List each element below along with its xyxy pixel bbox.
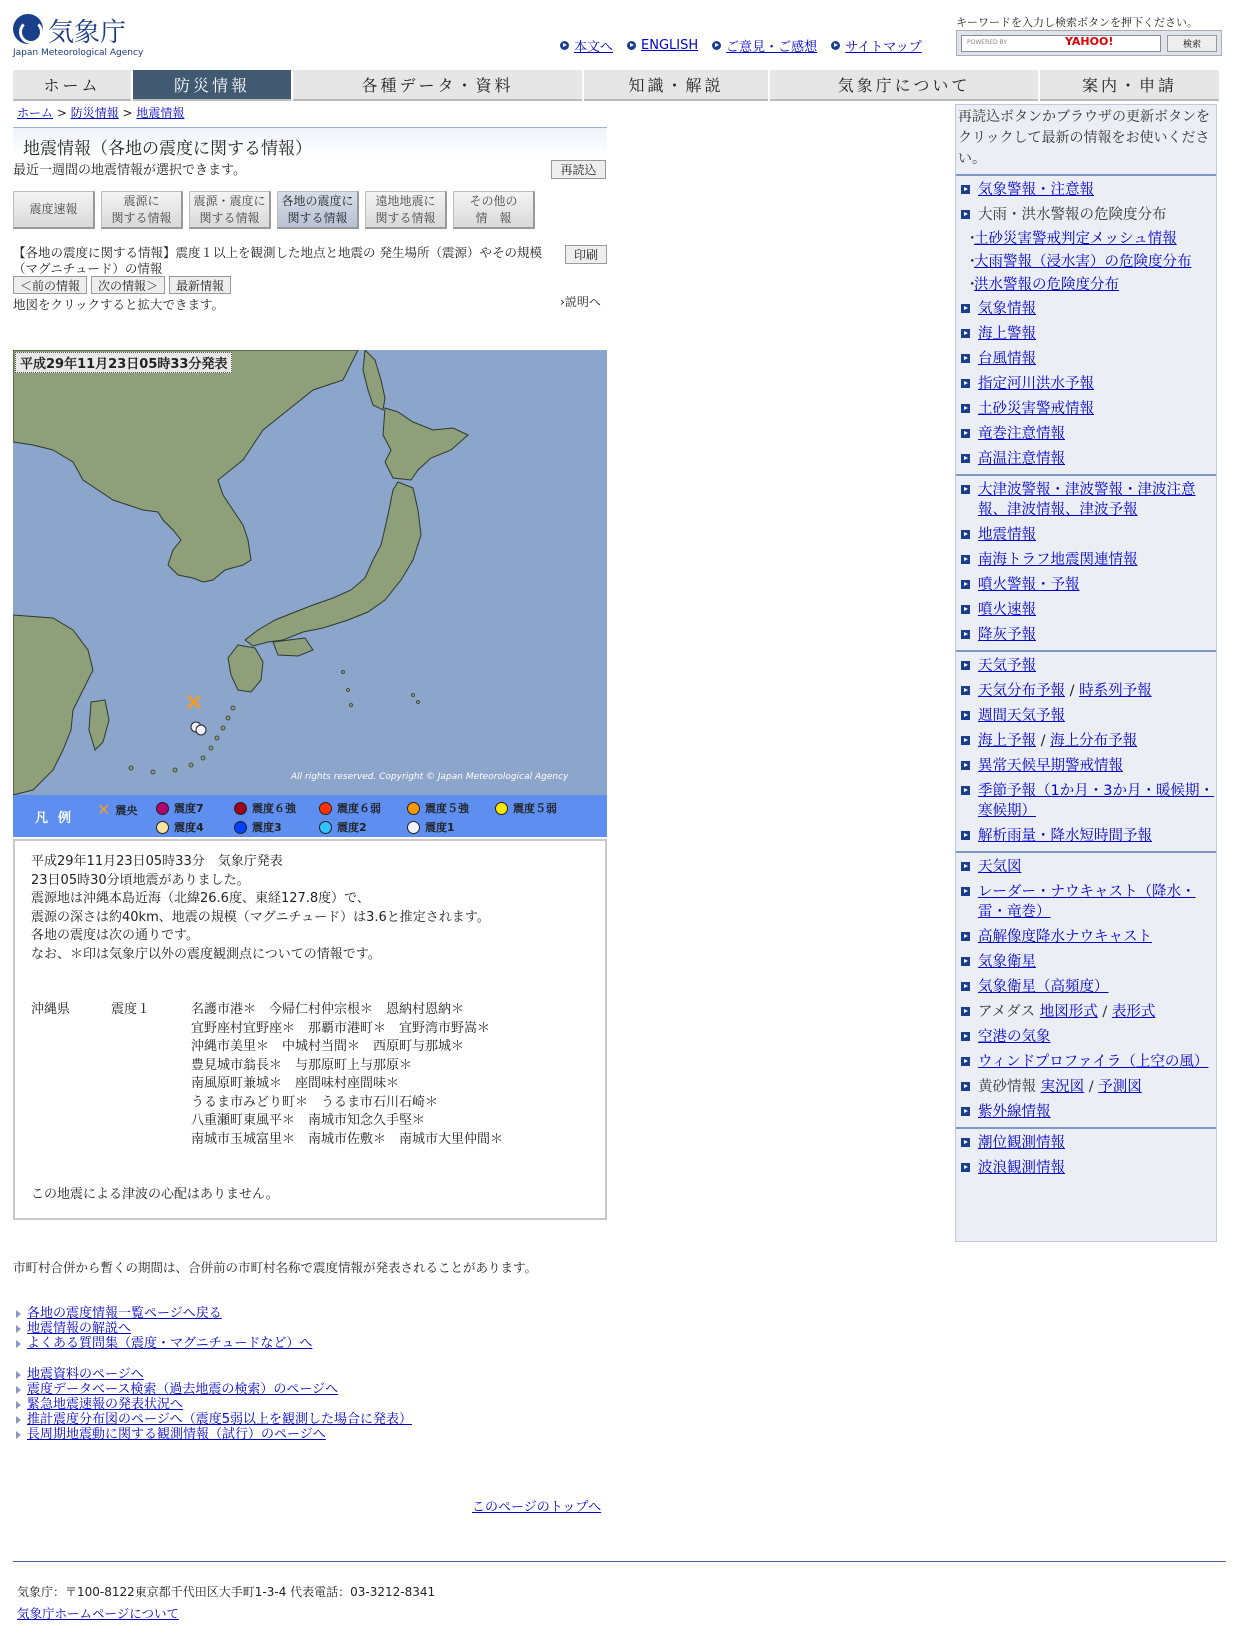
report-line: 震源地は沖縄本島近海（北緯26.6度、東経127.8度）で、 <box>31 891 370 906</box>
search-powered-by: POWERED BY <box>967 39 1008 46</box>
station-line: うるま市みどり町＊ うるま市石川石崎＊ <box>191 1094 439 1110</box>
station-line: 宜野座村宜野座＊ 那覇市港町＊ 宜野湾市野嵩＊ <box>191 1020 491 1036</box>
latest-info-button[interactable]: 最新情報 <box>169 276 231 294</box>
subtab-local-intensity[interactable]: 各地の震度に 関する情報 <box>277 191 359 229</box>
sidebar-section-ocean <box>956 1129 1216 1183</box>
epicenter-cross-icon: ✕ <box>97 800 111 819</box>
legend-epicenter: ✕ 震央 <box>97 800 138 819</box>
nav-tab-data[interactable]: 各種データ・資料 <box>293 70 582 101</box>
sidebar-item-volcano-warning[interactable]: 噴火警報・予報 <box>978 577 1080 593</box>
related-links-1 <box>16 1306 312 1351</box>
sidebar-label-amedas: アメダス <box>978 1004 1036 1020</box>
sidebar-item-earthquake[interactable]: 地震情報 <box>978 527 1036 543</box>
subtab-hypocenter-intensity[interactable]: 震源・震度に 関する情報 <box>189 191 271 229</box>
sidebar-item-rain-analysis[interactable]: 解析雨量・降水短時間予報 <box>978 828 1152 844</box>
intensity-dot-icon <box>234 821 247 834</box>
intensity-dot-icon <box>407 802 420 815</box>
sidebar-item-hires-nowcast[interactable]: 高解像度降水ナウキャスト <box>978 929 1152 945</box>
sidebar-item-satellite[interactable]: 気象衛星 <box>978 954 1036 970</box>
intensity-1-marker <box>196 725 206 735</box>
sidebar-item-weather-chart[interactable]: 天気図 <box>978 859 1022 875</box>
link-eq-explanation[interactable]: 地震情報の解説へ <box>27 1321 132 1336</box>
station-list <box>191 1001 503 1149</box>
sidebar-item-kosa-forecast[interactable]: 予測図 <box>1098 1079 1142 1095</box>
sidebar-item-weather-info[interactable]: 気象情報 <box>978 301 1036 317</box>
station-line: 名護市港＊ 今帰仁村仲宗根＊ 恩納村恩納＊ <box>191 1002 465 1017</box>
seismic-intensity-map[interactable] <box>13 350 607 837</box>
jma-logo[interactable] <box>13 12 143 62</box>
sidebar-item-marine-forecast[interactable]: 海上予報 <box>978 733 1036 749</box>
breadcrumb-earthquake[interactable]: 地震情報 <box>136 106 185 120</box>
breadcrumb-home[interactable]: ホーム <box>17 106 54 120</box>
link-eq-materials[interactable]: 地震資料のページへ <box>27 1367 144 1382</box>
report-line: 平成29年11月23日05時33分 気象庁発表 <box>31 854 283 869</box>
sidebar-item-amedas-map[interactable]: 地図形式 <box>1039 1004 1098 1020</box>
legend-title: 凡例 <box>35 811 82 826</box>
prev-info-button[interactable]: ＜前の情報 <box>13 276 87 294</box>
breadcrumb: ホーム > 防災情報 > 地震情報 <box>17 106 185 120</box>
logo-text-en: Japan Meteorological Agency <box>13 48 144 58</box>
sidebar-item-seasonal[interactable]: 季節予報（1か月・3か月・暖候期・寒候期） <box>978 783 1214 819</box>
station-line: 豊見城市翁長＊ 与那原町上与那原＊ <box>191 1057 413 1073</box>
merger-footnote: 市町村合併から暫くの期間は、合併前の市町村名称で震度情報が発表されることがあります。 <box>13 1260 538 1275</box>
sidebar-item-dist-forecast[interactable]: 天気分布予報 <box>978 683 1065 699</box>
sidebar-note: 再読込ボタンかブラウザの更新ボタンをクリックして最新の情報をお使いください。 <box>956 105 1216 176</box>
yahoo-logo: YAHOO! <box>1065 35 1114 48</box>
sidebar-item-tornado[interactable]: 竜巻注意情報 <box>978 426 1065 442</box>
nav-tab-home[interactable]: ホーム <box>13 70 131 101</box>
link-long-period[interactable]: 長周期地震動に関する観測情報（試行）のページへ <box>27 1427 326 1442</box>
footer-divider <box>13 1561 1226 1562</box>
intensity-dot-icon <box>156 802 169 815</box>
epicenter-marker <box>188 696 200 708</box>
link-intensity-list[interactable]: 各地の震度情報一覧ページへ戻る <box>27 1306 222 1321</box>
sidebar-item-weekly[interactable]: 週間天気予報 <box>978 708 1065 724</box>
print-button[interactable]: 印刷 <box>565 245 607 264</box>
report-line: なお、＊印は気象庁以外の震度観測点についての情報です。 <box>31 946 381 962</box>
link-english[interactable]: ENGLISH <box>641 38 699 53</box>
explain-link[interactable]: ›説明へ <box>560 295 601 309</box>
sidebar-section-quake <box>956 476 1216 652</box>
station-line: 沖縄市美里＊ 中城村当間＊ 西原町与那城＊ <box>191 1039 465 1054</box>
nav-tab-knowledge[interactable]: 知識・解説 <box>584 70 768 101</box>
intensity-dot-icon <box>495 802 508 815</box>
intensity-table <box>31 1001 589 1149</box>
sidebar-item-radar[interactable]: レーダー・ナウキャスト（降水・雷・竜巻） <box>978 884 1196 920</box>
arrow-bullet-icon <box>560 41 569 50</box>
intensity-dot-icon <box>156 821 169 834</box>
subtab-hypocenter[interactable]: 震源に 関する情報 <box>101 191 183 229</box>
jma-logo-icon <box>13 14 43 44</box>
legend-intensity-6minus: 震度６弱 <box>319 800 381 816</box>
link-feedback[interactable]: ご意見・ご感想 <box>726 40 818 55</box>
earthquake-report <box>13 839 607 1220</box>
related-links-2 <box>16 1367 412 1442</box>
sidebar-item-kosa-now[interactable]: 実況図 <box>1040 1079 1085 1095</box>
report-line: 震源の深さは約40km、地震の規模（マグニチュード）は3.6と推定されます。 <box>31 909 490 925</box>
info-subtabs <box>13 191 535 229</box>
report-line: 23日05時30分頃地震がありました。 <box>31 872 250 888</box>
global-nav <box>13 70 1221 101</box>
subtab-other[interactable]: その他の 情 報 <box>453 191 535 229</box>
footer-address: 気象庁：〒100-8122東京都千代田区大手町1-3-4 代表電話：03-3212-8341 <box>17 1585 436 1599</box>
legend-intensity-3: 震度3 <box>234 819 282 835</box>
intensity-dot-icon <box>319 802 332 815</box>
page-title: 地震情報（各地の震度に関する情報） <box>13 127 607 157</box>
sidebar-item-marine-dist[interactable]: 海上分布予報 <box>1050 733 1138 749</box>
page-description: 最近一週間の地震情報が選択できます。 <box>13 163 246 178</box>
search-area <box>956 14 1222 56</box>
station-line: 南城市玉城富里＊ 南城市佐敷＊ 南城市大里仲間＊ <box>191 1131 504 1147</box>
sidebar-sub-landslide-mesh[interactable]: 土砂災害警戒判定メッシュ情報 <box>974 231 1177 247</box>
search-button[interactable]: 検索 <box>1167 35 1217 52</box>
intensity-dot-icon <box>319 821 332 834</box>
map-copyright: All rights reserved. Copyright © Japan Meteorological Agency <box>291 772 569 782</box>
sidebar-label-kosa: 黄砂情報 <box>978 1079 1036 1095</box>
sidebar-sub-inundation-risk[interactable]: 大雨警報（浸水害）の危険度分布 <box>974 254 1192 270</box>
subtab-intensity-flash[interactable]: 震度速報 <box>13 191 95 229</box>
sidebar-item-nankai[interactable]: 南海トラフ地震関連情報 <box>978 552 1138 568</box>
info-description: 【各地の震度に関する情報】震度１以上を観測した地点と地震の 発生場所（震源）やその規模（マグニチュード）の情報 <box>13 245 542 276</box>
sidebar-sub-flood-risk[interactable]: 洪水警報の危険度分布 <box>974 277 1119 293</box>
legend-intensity-2: 震度2 <box>319 819 367 835</box>
station-line: 南風原町兼城＊ 座間味村座間味＊ <box>191 1076 400 1091</box>
nav-tab-about[interactable]: 気象庁について <box>770 70 1038 101</box>
intensity-dot-icon <box>234 802 247 815</box>
legend-intensity-6plus: 震度６強 <box>234 800 296 816</box>
arrow-bullet-icon <box>627 41 636 50</box>
link-estimated-intensity[interactable]: 推計震度分布図のページへ（震度5弱以上を観測した場合に発表） <box>27 1412 413 1427</box>
sidebar-item-wave[interactable]: 波浪観測情報 <box>978 1160 1065 1176</box>
sidebar-item-amedas-table[interactable]: 表形式 <box>1111 1004 1156 1020</box>
report-line: 各地の震度は次の通りです。 <box>31 928 199 943</box>
japan-map-graphic <box>13 350 607 795</box>
sidebar-section-observation: 天気図 レーダー・ナウキャスト（降水・雷・竜巻） 高解像度降水ナウキャスト 気象衛星 気象衛星（高頻度） アメダス 地図形式 / 表形式 空港の気象 ウィンドプロファイラ（上空の風） 黄砂情報 実況図 / 予測図 紫外線情報 <box>956 853 1216 1129</box>
sidebar-item-landslide-alert[interactable]: 土砂災害警戒情報 <box>978 401 1094 417</box>
sidebar-section-warnings <box>956 176 1216 476</box>
sidebar-item-risk-distribution: 大雨・洪水警報の危険度分布 <box>956 203 1216 228</box>
breadcrumb-disaster[interactable]: 防災情報 <box>70 106 119 120</box>
about-site-link[interactable]: 気象庁ホームページについて <box>17 1606 180 1621</box>
map-title: 平成29年11月23日05時33分発表 <box>15 352 232 373</box>
link-eew-status[interactable]: 緊急地震速報の発表状況へ <box>27 1397 184 1412</box>
legend-intensity-1: 震度1 <box>407 819 455 835</box>
sidebar-section-forecast: 天気予報 天気分布予報 / 時系列予報 週間天気予報 海上予報 / 海上分布予報 異常天候早期警戒情報 季節予報（1か月・3か月・暖候期・寒候期） 解析雨量・降水短時間予報 <box>956 652 1216 853</box>
map-legend <box>13 795 607 837</box>
map-hint: 地図をクリックすると拡大できます。 <box>13 297 225 312</box>
legend-intensity-4: 震度4 <box>156 819 204 835</box>
prefecture-name: 沖縄県 <box>31 1002 71 1017</box>
sidebar-item-satellite-hf[interactable]: 気象衛星（高頻度） <box>978 979 1109 995</box>
logo-text-jp: 気象庁 <box>48 18 127 48</box>
nav-tab-guide[interactable]: 案内・申請 <box>1040 70 1219 101</box>
station-line: 八重瀬町東風平＊ 南城市知念久手堅＊ <box>191 1113 426 1128</box>
next-info-button[interactable]: 次の情報＞ <box>91 276 165 294</box>
sidebar-item-early-warning[interactable]: 異常天候早期警戒情報 <box>978 758 1123 774</box>
legend-intensity-7: 震度7 <box>156 800 204 816</box>
intensity-dot-icon <box>407 821 420 834</box>
search-hint: キーワードを入力し検索ボタンを押下ください。 <box>956 16 1198 29</box>
arrow-bullet-icon <box>831 41 840 50</box>
sidebar-item-airport[interactable]: 空港の気象 <box>978 1029 1051 1045</box>
sidebar-item-uv[interactable]: 紫外線情報 <box>978 1104 1051 1120</box>
link-main-content[interactable]: 本文へ <box>574 40 614 55</box>
reload-button[interactable]: 再読込 <box>551 160 606 179</box>
sidebar-item-heat[interactable]: 高温注意情報 <box>978 451 1065 467</box>
sidebar-item-marine-warning[interactable]: 海上警報 <box>978 326 1036 342</box>
sidebar-item-forecast[interactable]: 天気予報 <box>978 658 1036 674</box>
top-links <box>560 36 922 55</box>
subtab-distant-earthquake[interactable]: 遠地地震に 関する情報 <box>365 191 447 229</box>
link-sitemap[interactable]: サイトマップ <box>845 40 922 55</box>
sidebar-item-warnings[interactable]: 気象警報・注意報 <box>978 182 1094 198</box>
arrow-bullet-icon <box>712 41 721 50</box>
sidebar-item-ashfall[interactable]: 降灰予報 <box>978 627 1036 643</box>
sidebar-item-typhoon[interactable]: 台風情報 <box>978 351 1036 367</box>
sidebar-item-eruption-flash[interactable]: 噴火速報 <box>978 602 1036 618</box>
link-intensity-db[interactable]: 震度データベース検索（過去地震の検索）のページへ <box>27 1382 339 1397</box>
nav-tab-disaster[interactable]: 防災情報 <box>133 70 291 101</box>
page-top-link[interactable]: このページのトップへ <box>472 1500 602 1515</box>
intensity-level: 震度１ <box>111 1002 151 1017</box>
link-faq[interactable]: よくある質問集（震度・マグニチュードなど）へ <box>27 1336 313 1351</box>
legend-intensity-5minus: 震度５弱 <box>495 800 557 816</box>
sidebar <box>955 104 1217 1242</box>
legend-intensity-5plus: 震度５強 <box>407 800 469 816</box>
sidebar-item-river-flood[interactable]: 指定河川洪水予報 <box>978 376 1094 392</box>
sidebar-item-wind-profiler[interactable]: ウィンドプロファイラ（上空の風） <box>978 1054 1209 1070</box>
info-nav-buttons <box>13 276 231 294</box>
sidebar-item-tsunami[interactable]: 大津波警報・津波警報・津波注意報、津波情報、津波予報 <box>978 482 1196 518</box>
tsunami-note: この地震による津波の心配はありません。 <box>31 1187 279 1202</box>
sidebar-item-tide[interactable]: 潮位観測情報 <box>978 1135 1065 1151</box>
sidebar-item-timeseries[interactable]: 時系列予報 <box>1079 683 1152 699</box>
